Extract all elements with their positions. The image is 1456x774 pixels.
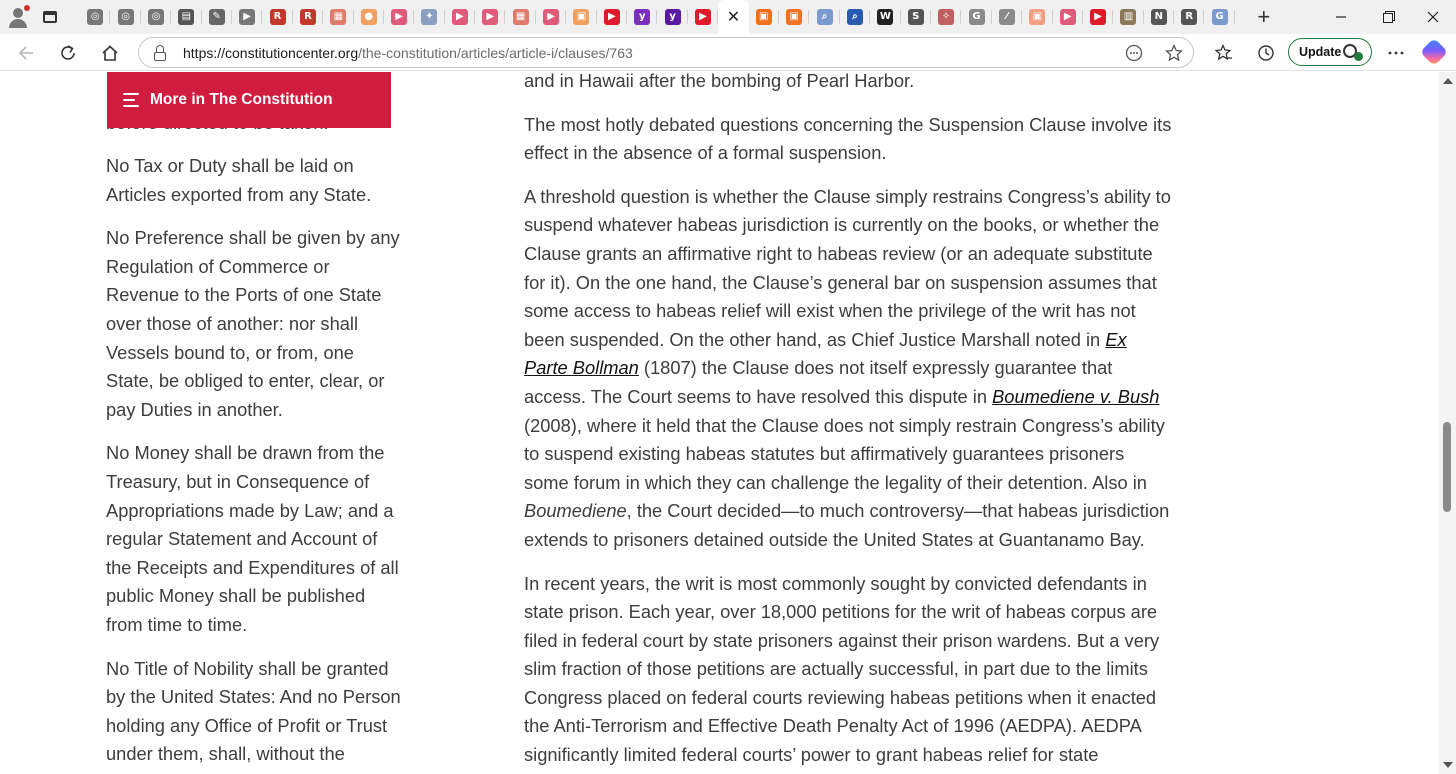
bird-icon: ✧: [938, 9, 954, 25]
r-icon: R: [270, 9, 286, 25]
video-icon: ▶: [391, 9, 407, 25]
minimize-icon[interactable]: [1318, 0, 1364, 34]
article-paragraph: A threshold question is whether the Clause simply restrains Congress’s ability to suspend whatever habeas jurisdiction is currently on the books, or whether the Clause grants an affirmative right to habeas review (or an adequate substitute for it). On the one hand, the Clause’s general bar on suspension assumes that some access to habeas relief will exist when the privilege of the writ has not been suspended. On the other hand, as Chief Justice Marshall noted in Ex Parte Bollman (1807) the Clause does not itself expressly guarantee that access. The Court seems to have resolved this dispute in Boumediene v. Bush (2008), where it held that the Clause does not simply restrain Congress’s ability to suspend existing habeas statutes but affirmatively guarantees prisoners some forum in which they can challenge the legality of their detention. Also in Boumediene, the Court decided—to much controversy—that habeas jurisdiction extends to prisoners detained outside the United States at Guantanamo Bay.: [524, 185, 1171, 550]
sidebar-paragraph: No Title of Nobility shall be granted by the United States: And no Person holding any Office of Profit or Trust under them, shall, without the: [106, 657, 401, 765]
browser-tab[interactable]: [536, 0, 566, 34]
favorite-star-icon[interactable]: [1163, 43, 1185, 63]
substack-icon: ▣: [1029, 9, 1045, 25]
ex-parte-bollman-link[interactable]: Ex Parte Bollman: [524, 328, 1127, 379]
doc-icon: ▦: [330, 9, 346, 25]
update-label: Update: [1299, 45, 1342, 59]
close-window-icon[interactable]: [1410, 0, 1456, 34]
r-icon: R: [1181, 9, 1197, 25]
reading-mode-icon[interactable]: [1123, 43, 1145, 63]
boumediene-v-bush-link[interactable]: Boumediene v. Bush: [992, 385, 1160, 407]
article-body: [524, 72, 1174, 774]
browser-tab[interactable]: [414, 0, 444, 34]
chart-icon: ⁄: [999, 9, 1015, 25]
arrow-icon: ▶: [239, 9, 255, 25]
profile-avatar-icon[interactable]: [0, 0, 34, 34]
browser-tab[interactable]: [1113, 0, 1143, 34]
browser-tab[interactable]: [80, 0, 110, 34]
browser-tab[interactable]: [1053, 0, 1083, 34]
browser-tab[interactable]: [110, 0, 140, 34]
browser-tab[interactable]: [202, 0, 232, 34]
more-button-label: More in The Constitution: [150, 91, 333, 108]
maximize-icon[interactable]: [1366, 0, 1412, 34]
tab-actions-icon[interactable]: [34, 0, 66, 34]
browser-tab[interactable]: [627, 0, 657, 34]
search-icon: ⌕: [817, 9, 833, 25]
browser-tab[interactable]: [505, 0, 535, 34]
news-icon: ▤: [178, 9, 194, 25]
refresh-icon[interactable]: [52, 38, 84, 68]
doc-icon: ▦: [513, 9, 529, 25]
r-icon: R: [300, 9, 316, 25]
article-paragraph: The most hotly debated questions concerning the Suspension Clause involve its effect in the absence of a formal suspension.: [524, 113, 1172, 164]
new-tab-button[interactable]: +: [1257, 4, 1271, 29]
article-paragraph: In recent years, the writ is most commonly sought by convicted defendants in state prison. Each year, over 18,000 petitions for the writ of habeas corpus are filed in federal court by state prisoners against their prison wardens. But a very slim fraction of those petitions are actually successful, in part due to the limits Congress placed on federal courts reviewing habeas petitions when it enacted the Anti-Terrorism and Effective Death Penalty Act of 1996 (AEDPA). AEDPA significantly limited federal courts’ power to grant habeas relief for state: [524, 572, 1160, 766]
browser-tab[interactable]: [1204, 0, 1234, 34]
active-tab[interactable]: [718, 0, 748, 34]
youtube-icon: ▶: [604, 9, 620, 25]
search-icon: ⌕: [847, 9, 863, 25]
more-options-icon[interactable]: [1380, 38, 1412, 68]
browser-tab[interactable]: [232, 0, 262, 34]
close-tab-icon[interactable]: ✕: [726, 9, 741, 26]
browser-tab[interactable]: [931, 0, 961, 34]
link-icon: ✦: [421, 9, 437, 25]
video-icon: ▶: [1060, 9, 1076, 25]
address-bar[interactable]: [138, 37, 1194, 68]
home-icon[interactable]: [94, 38, 126, 68]
browser-tab[interactable]: [445, 0, 475, 34]
yahoo-icon: y: [665, 9, 681, 25]
browser-tab[interactable]: [779, 0, 809, 34]
browser-tab[interactable]: [1022, 0, 1052, 34]
browser-tab[interactable]: [597, 0, 627, 34]
globe-icon: ◎: [87, 9, 103, 25]
gp-icon: G: [969, 9, 985, 25]
wsj-icon: W: [877, 9, 893, 25]
sidebar-paragraph: No Tax or Duty shall be laid on Articles exported from any State.: [106, 155, 372, 205]
s-icon: S: [908, 9, 924, 25]
browser-tab[interactable]: [566, 0, 596, 34]
favorites-icon[interactable]: [1208, 38, 1240, 68]
update-badge-icon: [1343, 44, 1361, 60]
browser-tab[interactable]: [688, 0, 718, 34]
more-in-constitution-button[interactable]: [107, 72, 391, 128]
copilot-icon[interactable]: [1420, 38, 1448, 66]
browser-tab[interactable]: [870, 0, 900, 34]
browser-tab[interactable]: [840, 0, 870, 34]
browser-tab[interactable]: [901, 0, 931, 34]
video-icon: ▶: [482, 9, 498, 25]
update-button[interactable]: [1288, 38, 1372, 66]
pencil-icon: ✎: [209, 9, 225, 25]
url-text[interactable]: https://constitutioncenter.org/the-constitution/articles/article-i/clauses/763: [183, 45, 633, 61]
browser-tab[interactable]: [1083, 0, 1113, 34]
article-paragraph: and in Hawaii after the bombing of Pearl Harbor.: [524, 72, 915, 91]
google-icon: G: [1212, 9, 1228, 25]
tab-strip: [0, 0, 1456, 34]
image-icon: ▥: [1120, 9, 1136, 25]
youtube-icon: ▶: [695, 9, 711, 25]
browser-tab[interactable]: [384, 0, 414, 34]
browser-tab[interactable]: [1174, 0, 1204, 34]
browser-toolbar: [0, 34, 1456, 71]
browser-tab[interactable]: [992, 0, 1022, 34]
tab-list: [80, 0, 1235, 34]
browser-tab[interactable]: [171, 0, 201, 34]
substack-icon: ▣: [756, 9, 772, 25]
orange-dot-icon: ●: [361, 9, 377, 25]
scroll-down-icon[interactable]: [1443, 762, 1453, 768]
browser-tab[interactable]: [293, 0, 323, 34]
video-icon: ▶: [452, 9, 468, 25]
back-arrow-icon[interactable]: [10, 38, 42, 68]
sidebar-paragraph: No Money shall be drawn from the Treasury, but in Consequence of Appropriations made by Law; and a regular Statement and Account of the Receipts and Expenditures of all public Money shall be published from time to time.: [106, 442, 399, 635]
browser-tab[interactable]: [141, 0, 171, 34]
browser-tab[interactable]: [354, 0, 384, 34]
n-icon: N: [1151, 9, 1167, 25]
substack-icon: ▣: [786, 9, 802, 25]
browser-tab[interactable]: [961, 0, 991, 34]
lock-icon[interactable]: [153, 45, 167, 61]
substack-icon: ▣: [573, 9, 589, 25]
yahoo-icon: y: [634, 9, 650, 25]
sidebar-paragraph: No Preference shall be given by any Regulation of Commerce or Revenue to the Ports of one State over those of another: nor shall Vessels bound to, or from, one State, be obliged to enter, clear, or pay Duties in another.: [106, 227, 400, 420]
video-icon: ▶: [543, 9, 559, 25]
vertical-scrollbar[interactable]: [1439, 72, 1456, 774]
scroll-up-icon[interactable]: [1443, 78, 1453, 84]
globe-icon: ◎: [118, 9, 134, 25]
scrollbar-thumb[interactable]: [1443, 422, 1451, 512]
browser-tab[interactable]: [262, 0, 292, 34]
browser-tab[interactable]: [809, 0, 839, 34]
youtube-icon: ▶: [1090, 9, 1106, 25]
browser-tab[interactable]: [1144, 0, 1174, 34]
history-icon[interactable]: [1250, 38, 1282, 68]
browser-tab[interactable]: [323, 0, 353, 34]
browser-tab[interactable]: [475, 0, 505, 34]
browser-tab[interactable]: [749, 0, 779, 34]
page-viewport: [0, 72, 1439, 774]
globe-icon: ◎: [148, 9, 164, 25]
menu-icon: [123, 93, 139, 107]
browser-tab[interactable]: [657, 0, 687, 34]
constitution-text-sidebar: [106, 72, 406, 774]
